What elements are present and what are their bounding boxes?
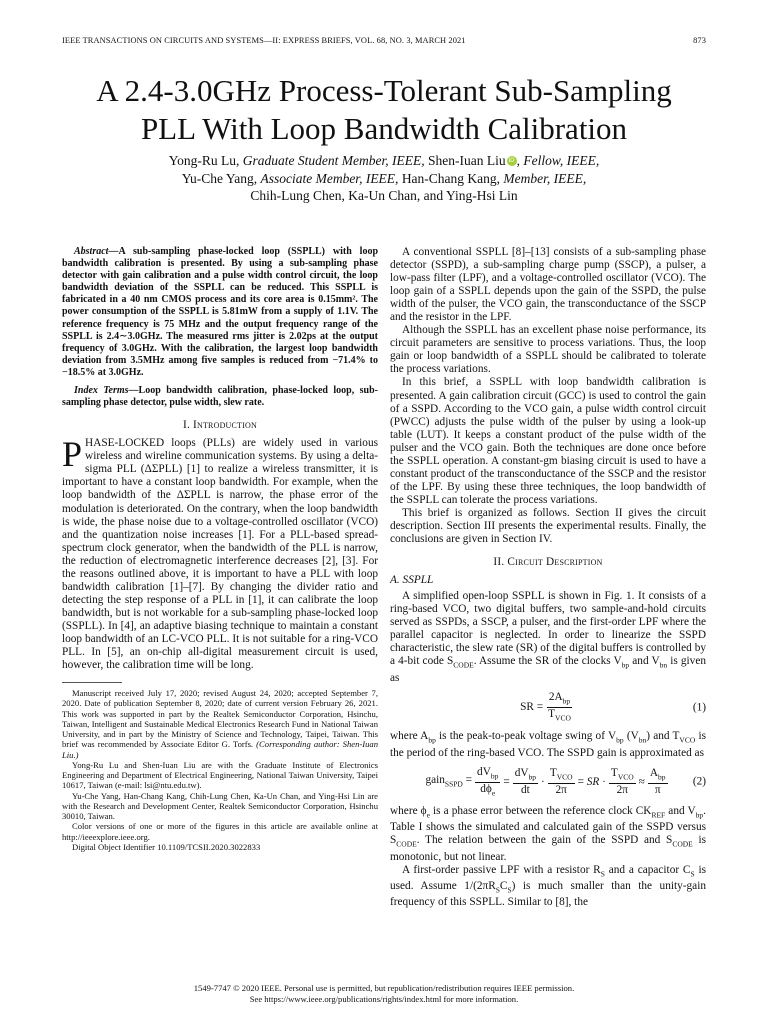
eq-operator: ≈ [638, 775, 645, 788]
section-heading-introduction: I. Introduction [183, 419, 257, 432]
text: ) and T [646, 730, 680, 743]
section-heading-circuit-description: II. Circuit Description [493, 556, 603, 569]
text: is the period of the ring-based VCO. The SSPD gain is approximated as [390, 730, 706, 759]
paragraph [390, 590, 706, 685]
drop-cap: P [62, 434, 83, 475]
eq-fraction [475, 766, 500, 800]
index-terms [62, 385, 378, 409]
author-line-2 [60, 170, 708, 188]
abstract [62, 246, 378, 379]
title-line-1: A 2.4-3.0GHz Process-Tolerant Sub-Sampling [96, 73, 672, 108]
subscript: REF [651, 810, 666, 820]
eq-fraction [513, 767, 538, 797]
text: and V [629, 655, 660, 668]
copyright-line-1: 1549-7747 © 2020 IEEE. Personal use is permitted, but republication/redistribution requires IEEE permission. [193, 983, 575, 993]
footnote-doi: Digital Object Identifier 10.1109/TCSII.2020.3022833 [72, 841, 261, 852]
author-line-3: Chih-Lung Chen, Ka-Un Chan, and Ying-Hsi Lin [250, 188, 518, 204]
eq-fraction [548, 767, 575, 797]
numerator: $T_{VCO}$ [548, 767, 575, 784]
text: and a capacitor C [604, 863, 691, 876]
denominator: π [654, 784, 661, 797]
footnote-affiliation-2: Yu-Che Yang, Han-Chang Kang, Chih-Lung Chen, Ka-Un Chan, and Ying-Hsi Lin are with the Research and Development Center, Realtek Semiconductor Corporation, Hsinchu 30010, Taiwan. [62, 790, 378, 822]
paragraph [390, 864, 706, 910]
eq-operator: · [541, 775, 545, 788]
subscript: CODE [453, 660, 474, 670]
footnote-color: Color versions of one or more of the figures in this article are available online at http://ieeexplore.ieee.org. [62, 821, 378, 842]
eq-operator: = [503, 775, 510, 788]
subscript: S [600, 869, 605, 879]
denominator: $T_{VCO}$ [548, 708, 571, 723]
numerator: $T_{VCO}$ [609, 767, 636, 784]
intro-paragraph [62, 434, 378, 672]
text: is the peak-to-peak voltage swing of V [435, 730, 617, 743]
eq-fraction [609, 767, 636, 797]
eq-fraction [546, 691, 573, 725]
author-name: Yu-Che Yang, [181, 170, 258, 186]
text: is given as [390, 655, 706, 684]
equation-2 [390, 766, 706, 800]
paper-title [40, 72, 728, 148]
journal-name: IEEE TRANSACTIONS ON CIRCUITS AND SYSTEMS—II: EXPRESS BRIEFS, VOL. 68, NO. 3, MARCH 2021 [62, 36, 466, 45]
author-role: Graduate Student Member, IEEE, [242, 153, 425, 168]
subscript: bn [638, 735, 647, 745]
author-name: Yong-Ru Lu, [168, 153, 240, 168]
index-terms-lead: Index Terms— [74, 385, 139, 397]
eq-fraction [648, 767, 668, 797]
numerator: $A_{bp}$ [648, 767, 668, 784]
subscript: VCO [679, 735, 696, 745]
paragraph: Although the SSPLL has an excellent phase noise performance, its circuit parameters are sensitive to process variations. Thus, the loop gain or loop bandwidth of a SSPLL should be calibrated to tolerate the process variations. [390, 324, 706, 376]
author-role: Associate Member, IEEE, [260, 170, 399, 186]
text: is used. Assume 1/(2πR [390, 863, 707, 893]
left-column [62, 246, 378, 852]
text: . Table I shows the simulated and calculated gain of the SSPD versus S [390, 805, 706, 847]
footnotes [62, 688, 378, 852]
text: A simplified open-loop SSPLL is shown in Fig. 1. It consists of a ring-based VCO, two digital buffers, two sample-and-hold circuits served as SSPDs, a SSCP, a pulser, and the first-order LPF where the parallel capacitor is neglected. In order to linearize the SSPD characteristic, the slew rate (SR) of the digital buffers is controlled by a 4-bit code S [390, 590, 706, 668]
title-line-2: PLL With Loop Bandwidth Calibration [140, 111, 628, 146]
equation-1 [390, 691, 706, 725]
author-name: Han-Chang Kang, [401, 170, 501, 186]
footnote-divider [62, 682, 122, 683]
text: A first-order passive LPF with a resistor R [402, 863, 601, 876]
running-head [62, 36, 706, 45]
denominator: 2π [616, 784, 628, 797]
author-list [60, 152, 708, 205]
text: where ϕ [390, 805, 427, 818]
subscript: CODE [672, 839, 693, 849]
author-role: Fellow, IEEE, [523, 153, 600, 168]
paragraph: This brief is organized as follows. Section II gives the circuit description. Section III presents the experimental results. Finally, the conclusions are given in Section IV. [390, 506, 706, 546]
paragraph: In this brief, a SSPLL with loop bandwidth calibration is presented. A gain calibration circuit (GCC) is used to control the gain of a SSPD. According to the VCO gain, a pulse width control circuit (PWCC) adjusts the pulse width of the pulser by using a look-up table (LUT). It keeps a constant product of the pulse width of the pulser and the VCO gain. Both the techniques are done once before the SSPLL operation. A constant-gm biasing circuit is used to have a constant product of the transconductance of the SSCP and the resistor of the LPF. By using these three techniques, the loop bandwidth of the SSPLL can tolerate the process variations. [390, 376, 706, 506]
eq-lhs: gain$_{SSPD}$ = [425, 774, 473, 789]
abstract-body: A sub-sampling phase-locked loop (SSPLL) with loop bandwidth calibration is presented. By using a sub-sampling phase detector with gain calibration and a pulse width control circuit, the loop bandwidth deviation of the SSPLL can be reduced. This SSPLL is fabricated in a 40 nm CMOS process and its core area is 0.15mm². The power consumption of the SSPLL is 5.81mW from a supply of 1.1V. The reference frequency is 75 MHz and the output frequency range of the SSPLL is 2.4∼3.0GHz. The measured rms jitter is 2.02ps at the output frequency of 3.0GHz. With the calibration, the largest loop bandwidth deviation from 3.5MHz among five samples is reduced from −71.4% to −18.5% at 3.0GHz. [62, 246, 378, 378]
subscript: bp [428, 735, 436, 745]
text: is monotonic, but not linear. [390, 834, 706, 863]
subscript: bp [616, 735, 624, 745]
author-line-1: Yong-Ru Lu, Graduate Student Member, IEEE, Shen-Iuan Liu iD , Fellow, IEEE, [168, 153, 600, 168]
text: and V [665, 805, 696, 818]
footnote-manuscript [62, 688, 378, 760]
text: where A [390, 730, 429, 743]
intro-text: HASE-LOCKED loops (PLLs) are widely used in various wireless and wireline communication systems. By using a delta-sigma PLL (ΔΣPLL) [1] to realize a wireless transmitter, it is important to have a constant loop bandwidth. For example, when the loop bandwidth of the ΔΣPLL is narrow, the phase error of the modulation is deteriorated. On the contrary, when the loop bandwidth is wide, the phase noise due to a voltage-controlled oscillator (VCO) and the quantization noise increases [1]. For a PLL-based spread-spectrum clock generator, when the bandwidth of the PLL is narrow, the reduction of electromagnetic interference decreases [2], [3]. For the reasons outlined above, it is important to have a PLL with loop bandwidth calibration [1]–[7]. By changing the divider ratio and detecting the step response of a PLL in [1], it can calibrate the loop bandwidth, but is not workable for a sub-sampling phase-locked loop (SSPLL). In [4], an adaptive biasing technique to maintain a constant loop bandwidth of an LC-VCO PLL. It is not suitable for a ring-VCO PLL. In [5], an on-chip all-digital measurement circuit is used, however, the calibration time will be long. [62, 437, 378, 672]
corresponding-author: (Corresponding author: Shen-Iuan Liu.) [62, 739, 378, 760]
numerator: $dV_{bp}$ [475, 766, 500, 783]
denominator: $d\phi_e$ [480, 782, 496, 798]
eq-lhs: SR = [520, 700, 544, 713]
author-role: Member, IEEE, [503, 170, 587, 186]
numerator: $dV_{bp}$ [513, 767, 538, 784]
subscript: S [690, 869, 695, 879]
paragraph [390, 730, 706, 759]
footnote-manuscript-text: Manuscript received July 17, 2020; revised August 24, 2020; accepted September 7, 2020. Date of publication September 8, 2020; date of current version February 26, 2021. This work was supported in part by the Realtek Semiconductor Corporation, Hsinchu, Taiwan, Intelligent and Sustainable Medical Electronics Research Fund in National Taiwan University, and in part by the Ministry of Science and Technology, Taipei, Taiwan. This brief was recommended by Associate Editor G. Torfs. [62, 688, 378, 750]
subscript: bp [621, 660, 630, 670]
paragraph: A conventional SSPLL [8]–[13] consists of a sub-sampling phase detector (SSPD), a sub-sampling charge pump (SSCP), a pulser, a low-pass filter (LPF), and a voltage-controlled oscillator (VCO). The loop gain of a SSPLL depends upon the gain of the SSPD, the pulse width of the pulser, the VCO gain, the transconductance of the SSCP and the resistor in the LPF. [390, 246, 706, 324]
subscript: bn [659, 660, 668, 670]
denominator: 2π [555, 784, 567, 797]
page-number: 873 [693, 36, 706, 45]
orcid-icon[interactable]: iD [507, 156, 517, 166]
subscript: bp [695, 810, 704, 820]
text: is a phase error between the reference clock CK [429, 805, 652, 818]
equation-number: (1) [692, 700, 706, 713]
paragraph [390, 805, 706, 864]
text: C [499, 880, 508, 893]
copyright-line-2: See https://www.ieee.org/publications/rights/index.html for more information. [249, 993, 519, 1004]
footnote-affiliation-1: Yong-Ru Lu and Shen-Iuan Liu are with the Graduate Institute of Electronics Engineering and Department of Electrical Engineering, National Taiwan University, Taipei 10617, Taiwan (e-mail: lsi@ntu.edu.tw). [62, 759, 378, 791]
index-terms-body: Loop bandwidth calibration, phase-locked loop, sub-sampling phase detector, pulse width, slew rate. [62, 385, 378, 409]
numerator: $2A_{bp}$ [547, 691, 572, 708]
abstract-lead: Abstract— [74, 246, 119, 257]
denominator: dt [520, 784, 530, 797]
text: . Assume the SR of the clocks V [473, 655, 622, 668]
subscript: e [426, 810, 430, 820]
author-name: Shen-Iuan Liu [428, 153, 506, 168]
equation-number: (2) [692, 775, 706, 788]
text: (V [623, 730, 639, 743]
subsection-heading-sspll: A. SSPLL [390, 574, 434, 587]
subscript: S [495, 885, 500, 895]
subscript: CODE [396, 839, 417, 849]
text: ) is much smaller than the unity-gain frequency of this SSPLL. Similar to [8], the [390, 880, 706, 909]
right-column [390, 246, 706, 909]
eq-operator: = SR · [577, 775, 606, 788]
copyright-notice [60, 983, 708, 1004]
subscript: S [507, 885, 512, 895]
text: . The relation between the gain of the SSPD and S [416, 834, 673, 847]
